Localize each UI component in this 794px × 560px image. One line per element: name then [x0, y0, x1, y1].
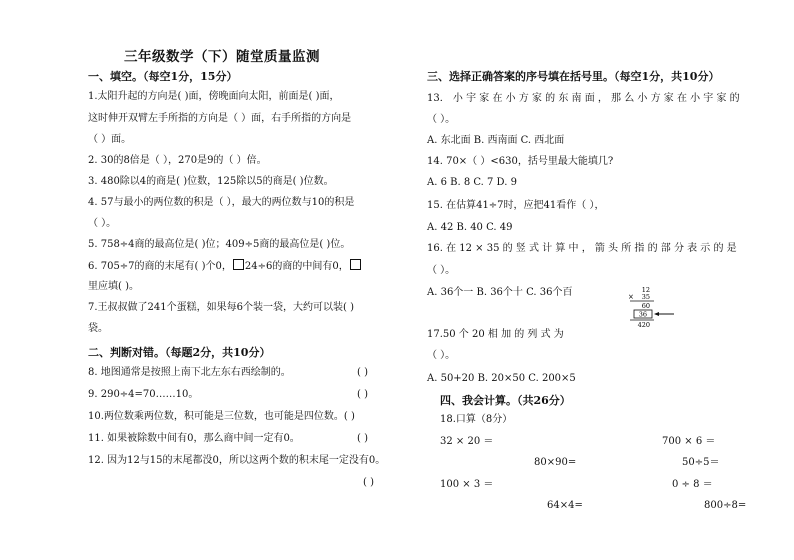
question-16-options: A. 36个一 B. 36个十 C. 36个百 [427, 287, 573, 298]
question-5: 5. 758÷4商的最高位是( )位；409÷5商的最高位是( )位。 [88, 239, 351, 250]
question-6-line-1 [88, 259, 362, 274]
question-6-text-a: 6. 705÷7的商的末尾有( )个0， [88, 261, 232, 272]
question-16-line-2: （ ）。 [427, 265, 456, 276]
multiplier: 35 [641, 293, 650, 301]
section-2-heading: 二、判断对错。（每题2分，共10分） [88, 346, 271, 359]
question-7-line-2: 袋。 [88, 323, 108, 334]
question-4-line-2: （ ）。 [88, 218, 117, 229]
answer-paren-9: ( ) [357, 389, 368, 400]
question-12: 12. 因为12与15的末尾都没0，所以这两个数的积末尾一定没有0。 [88, 455, 386, 466]
partial-product-2: 36 [638, 310, 647, 319]
calc-7: 64×4= [547, 500, 583, 511]
calc-2: 700 × 6 ＝ [662, 436, 716, 447]
question-8: 8. 地图通常是按照上南下北左东右西绘制的。 [88, 367, 291, 378]
question-1-line-1: 1.太阳升起的方向是( )面，傍晚面向太阳，前面是( )面， [88, 91, 340, 102]
section-4-heading: 四、我会计算。（共26分） [440, 394, 571, 407]
calc-8: 800÷8= [704, 500, 747, 511]
calc-4: 50÷5＝ [682, 457, 720, 468]
page-title: 三年级数学（下）随堂质量监测 [124, 49, 320, 65]
question-13-line-2: （ ）。 [427, 114, 456, 125]
question-6-line-2: 里应填( )。 [88, 281, 139, 292]
arrow-icon [654, 312, 659, 316]
calc-5: 100 × 3 ＝ [440, 479, 494, 490]
question-17-options: A. 50+20 B. 20×50 C. 200×5 [427, 373, 576, 384]
multiplicand: 12 [641, 286, 650, 294]
question-6-text-b: 24÷6的商的中间有0， [244, 261, 349, 272]
question-15: 15. 在估算41÷7时，应把41看作（ ）， [427, 200, 605, 211]
question-13-options: A. 东北面 B. 西南面 C. 西北面 [427, 135, 565, 146]
calc-1: 32 × 20 ＝ [440, 436, 494, 447]
question-7-line-1: 7.王叔叔做了241个蛋糕，如果每6个装一袋，大约可以装( ) [88, 302, 354, 313]
calc-6: 0 ÷ 8 ＝ [672, 479, 713, 490]
question-11: 11. 如果被除数中间有0，那么商中间一定有0。 [88, 433, 300, 444]
answer-paren-8: ( ) [357, 367, 368, 378]
partial-product-1: 60 [641, 302, 650, 310]
question-4-line-1: 4. 57与最小的两位数的积是（ ），最大的两位数与10的积是 [88, 197, 355, 208]
question-3: 3. 480除以4的商是( )位数，125除以5的商是( )位数。 [88, 176, 334, 187]
section-1-heading: 一、填空。（每空1分，15分） [88, 70, 238, 83]
question-18-heading: 18.口算（8分） [440, 414, 513, 425]
question-17-line-2: （ ）。 [427, 350, 456, 361]
question-17-line-1: 17.50 个 20 相 加 的 列 式 为 [427, 329, 564, 340]
times-sign: × [628, 293, 634, 301]
question-14: 14. 70×（ ）<630，括号里最大能填几? [427, 156, 614, 167]
question-10: 10.两位数乘两位数，积可能是三位数，也可能是四位数。( ) [88, 411, 355, 422]
question-1-line-3: （ ）面。 [88, 134, 132, 145]
question-13-line-1: 13． 小 宇 家 在 小 方 家 的 东 南 面 ， 那 么 小 方 家 在 小 宇 家 的 [427, 93, 740, 104]
blank-box-icon [233, 259, 244, 270]
answer-paren-12: ( ) [363, 477, 374, 488]
question-15-options: A. 42 B. 40 C. 49 [427, 222, 513, 233]
question-16-line-1: 16. 在 12 × 35 的 竖 式 计 算 中 ， 箭 头 所 指 的 部 分 表 示 的 是 [427, 243, 737, 254]
question-9: 9. 290÷4=70……10。 [88, 389, 199, 400]
question-2: 2. 30的8倍是（ ），270是9的（ ）倍。 [88, 155, 267, 166]
answer-paren-11: ( ) [357, 433, 368, 444]
vertical-multiplication-diagram [622, 285, 678, 333]
calc-3: 80×90= [534, 457, 577, 468]
question-14-options: A. 6 B. 8 C. 7 D. 9 [427, 177, 517, 188]
product: 420 [637, 321, 650, 329]
blank-box-icon [350, 259, 361, 270]
question-1-line-2: 这时伸开双臂左手所指的方向是（ ）面，右手所指的方向是 [88, 113, 352, 124]
section-3-heading: 三、选择正确答案的序号填在括号里。（每空1分，共10分） [427, 70, 720, 83]
